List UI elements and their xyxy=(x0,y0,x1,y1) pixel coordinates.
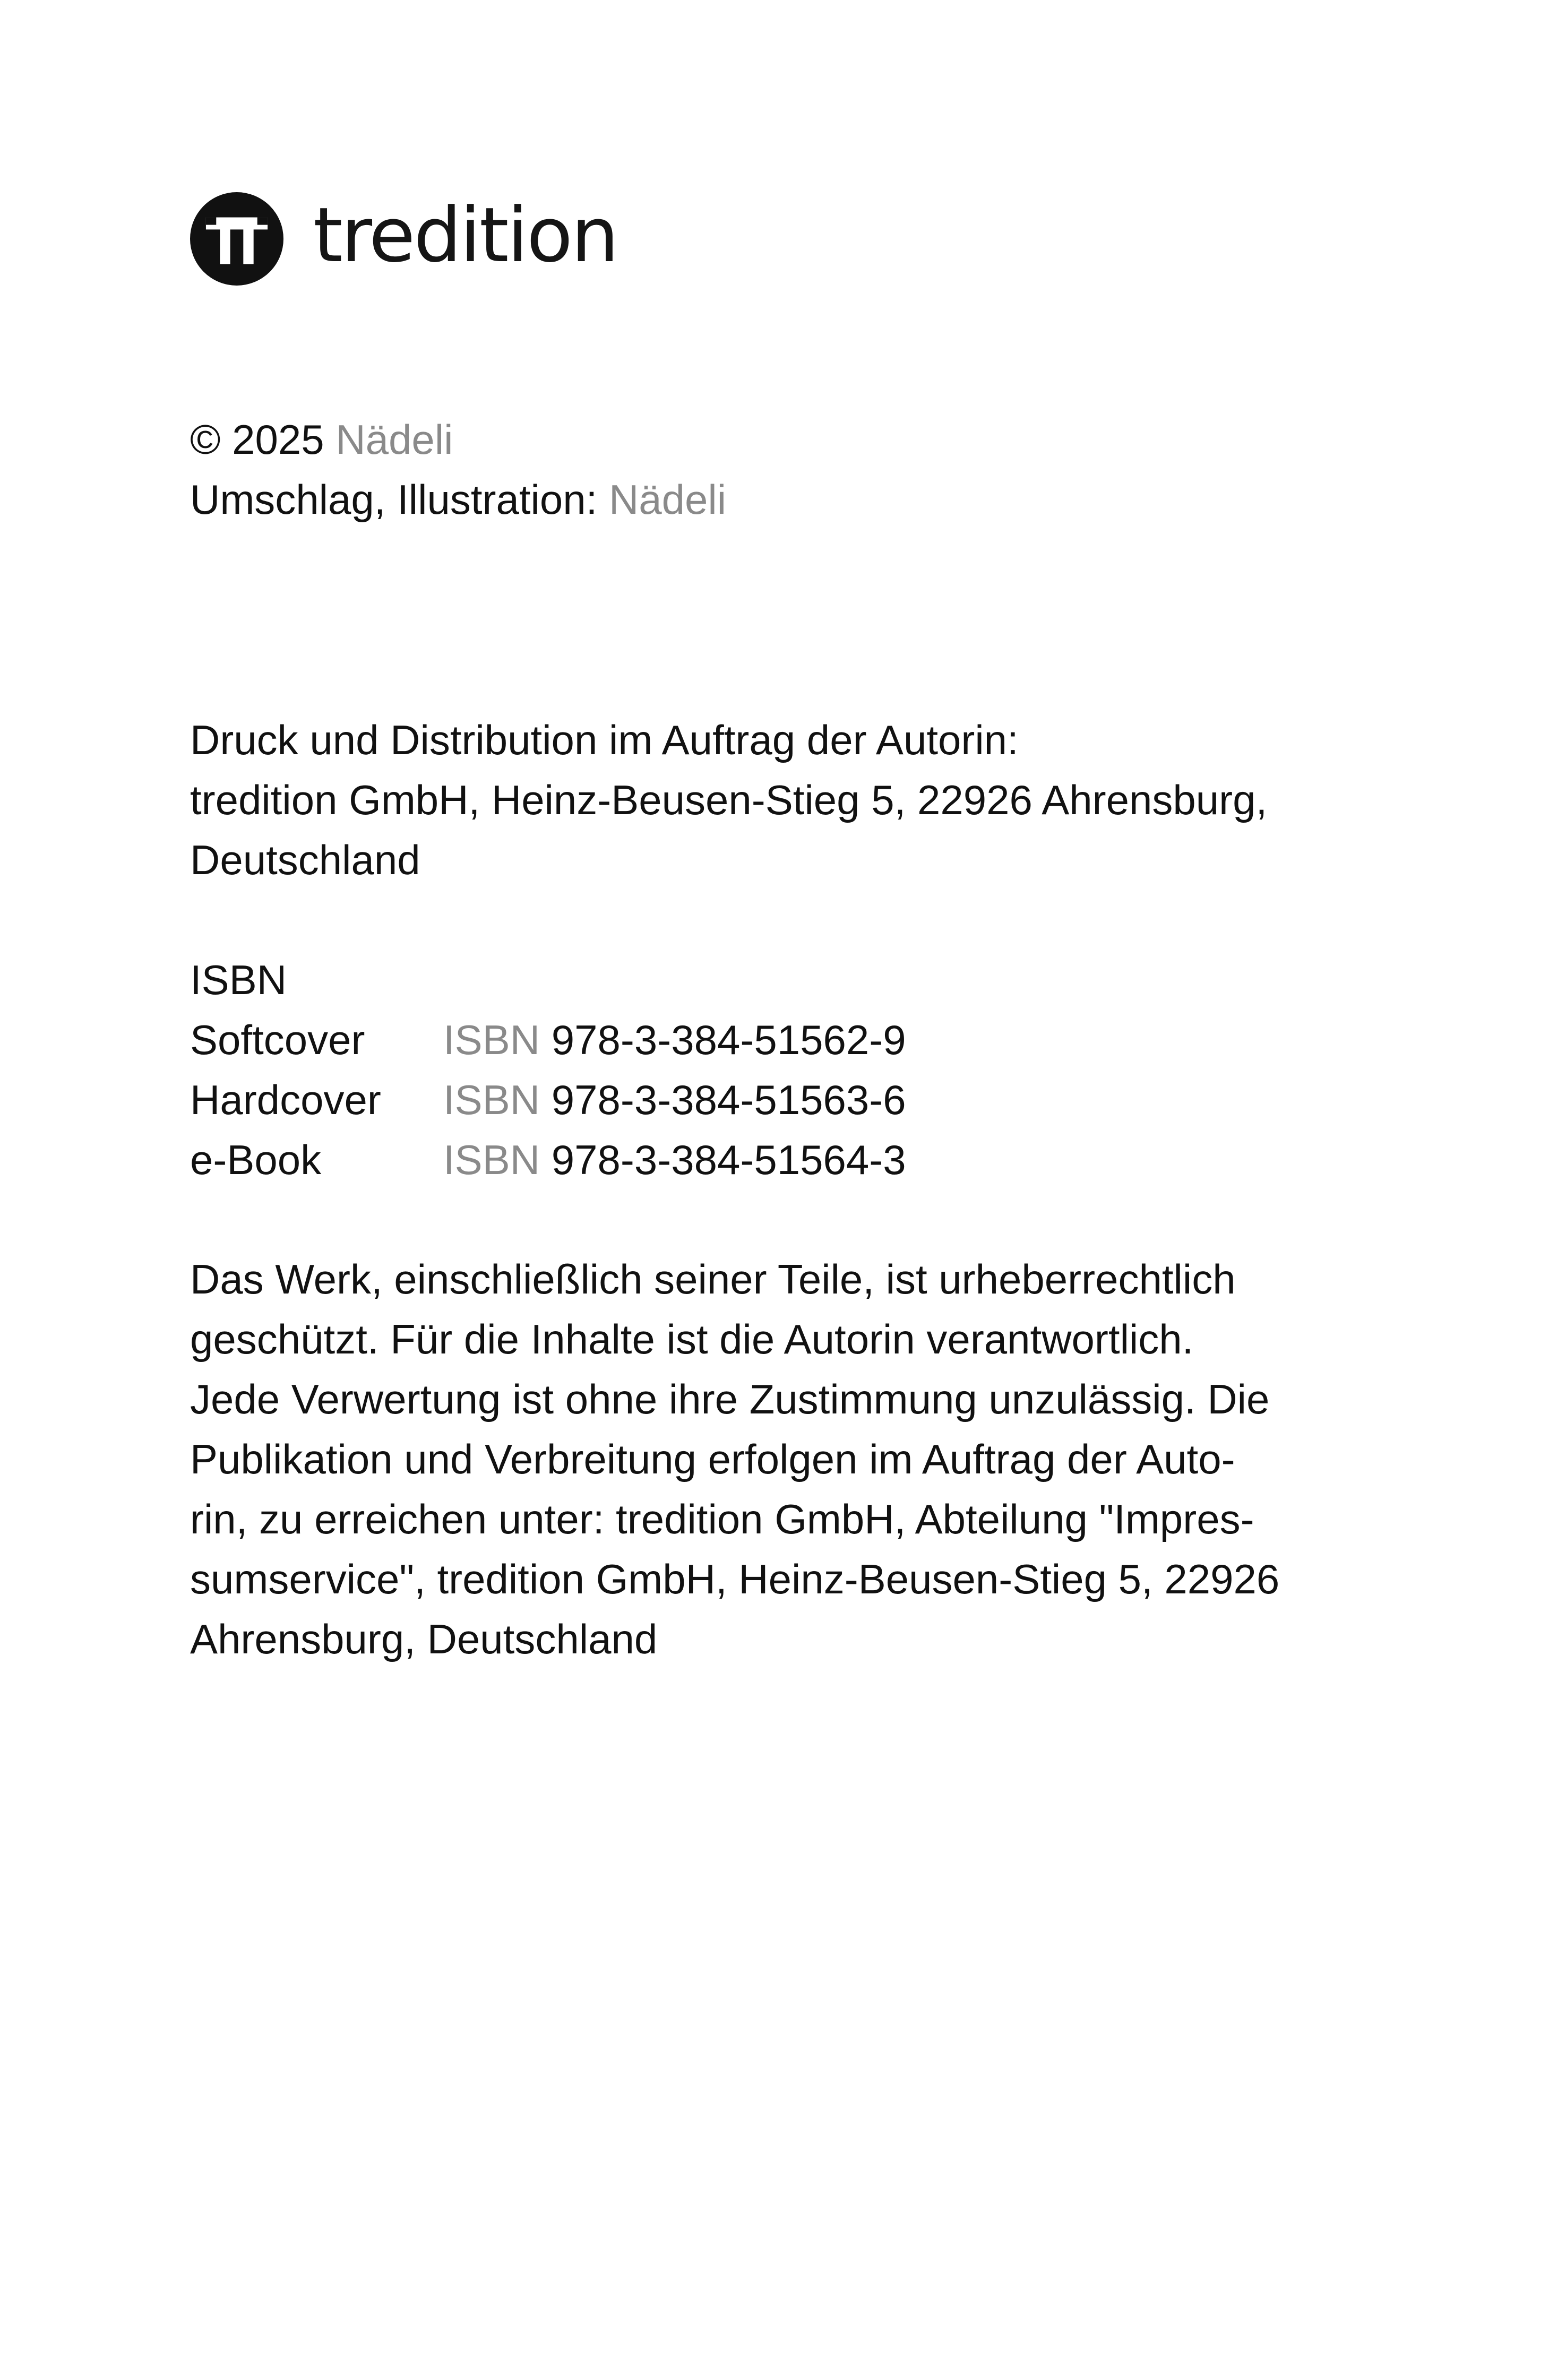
copyright-year: © 2025 xyxy=(190,416,324,463)
logo-wordmark: tredition xyxy=(313,192,617,279)
legal-line: Jede Verwertung ist ohne ihre Zustimmung unzulässig. Die xyxy=(190,1376,1270,1422)
printing-line: tredition GmbH, Heinz-Beusen-Stieg 5, 22926 Ahrensburg, xyxy=(190,777,1268,823)
author-name: Nädeli xyxy=(335,416,453,463)
legal-line: Publikation und Verbreitung erfolgen im Auftrag der Auto- xyxy=(190,1436,1235,1482)
publisher-logo xyxy=(190,192,617,286)
legal-notice xyxy=(190,1249,1411,1669)
isbn-heading: ISBN xyxy=(190,956,287,1003)
legal-line: Das Werk, einschließlich seiner Teile, ist urheberrechtlich xyxy=(190,1256,1236,1303)
isbn-prefix: ISBN xyxy=(443,1076,540,1123)
legal-line: rin, zu erreichen unter: tredition GmbH, Abteilung "Impres- xyxy=(190,1496,1254,1542)
copyright-section xyxy=(190,410,1411,530)
printing-line: Deutschland xyxy=(190,837,420,883)
isbn-row-softcover xyxy=(190,1010,1411,1070)
isbn-number: 978-3-384-51564-3 xyxy=(551,1136,906,1183)
isbn-prefix: ISBN xyxy=(443,1136,540,1183)
printing-section xyxy=(190,710,1411,890)
illustrator-name: Nädeli xyxy=(608,476,727,523)
isbn-number: 978-3-384-51563-6 xyxy=(551,1076,906,1123)
isbn-prefix: ISBN xyxy=(443,1016,540,1063)
tredition-logo-icon xyxy=(190,192,283,286)
isbn-row-hardcover xyxy=(190,1070,1411,1130)
legal-line: sumservice", tredition GmbH, Heinz-Beusen-Stieg 5, 22926 xyxy=(190,1556,1280,1602)
isbn-number: 978-3-384-51562-9 xyxy=(551,1016,906,1063)
cover-credit-label: Umschlag, Illustration: xyxy=(190,476,598,523)
cover-credit-line xyxy=(190,470,1411,530)
isbn-format-label: e-Book xyxy=(190,1136,322,1183)
copyright-line xyxy=(190,410,1411,470)
isbn-section xyxy=(190,950,1411,1190)
isbn-format-label: Softcover xyxy=(190,1016,365,1063)
isbn-format-label: Hardcover xyxy=(190,1076,381,1123)
printing-line: Druck und Distribution im Auftrag der Autorin: xyxy=(190,717,1019,763)
isbn-row-ebook xyxy=(190,1130,1411,1190)
legal-line: geschützt. Für die Inhalte ist die Autorin verantwortlich. xyxy=(190,1316,1194,1363)
legal-line: Ahrensburg, Deutschland xyxy=(190,1616,658,1662)
